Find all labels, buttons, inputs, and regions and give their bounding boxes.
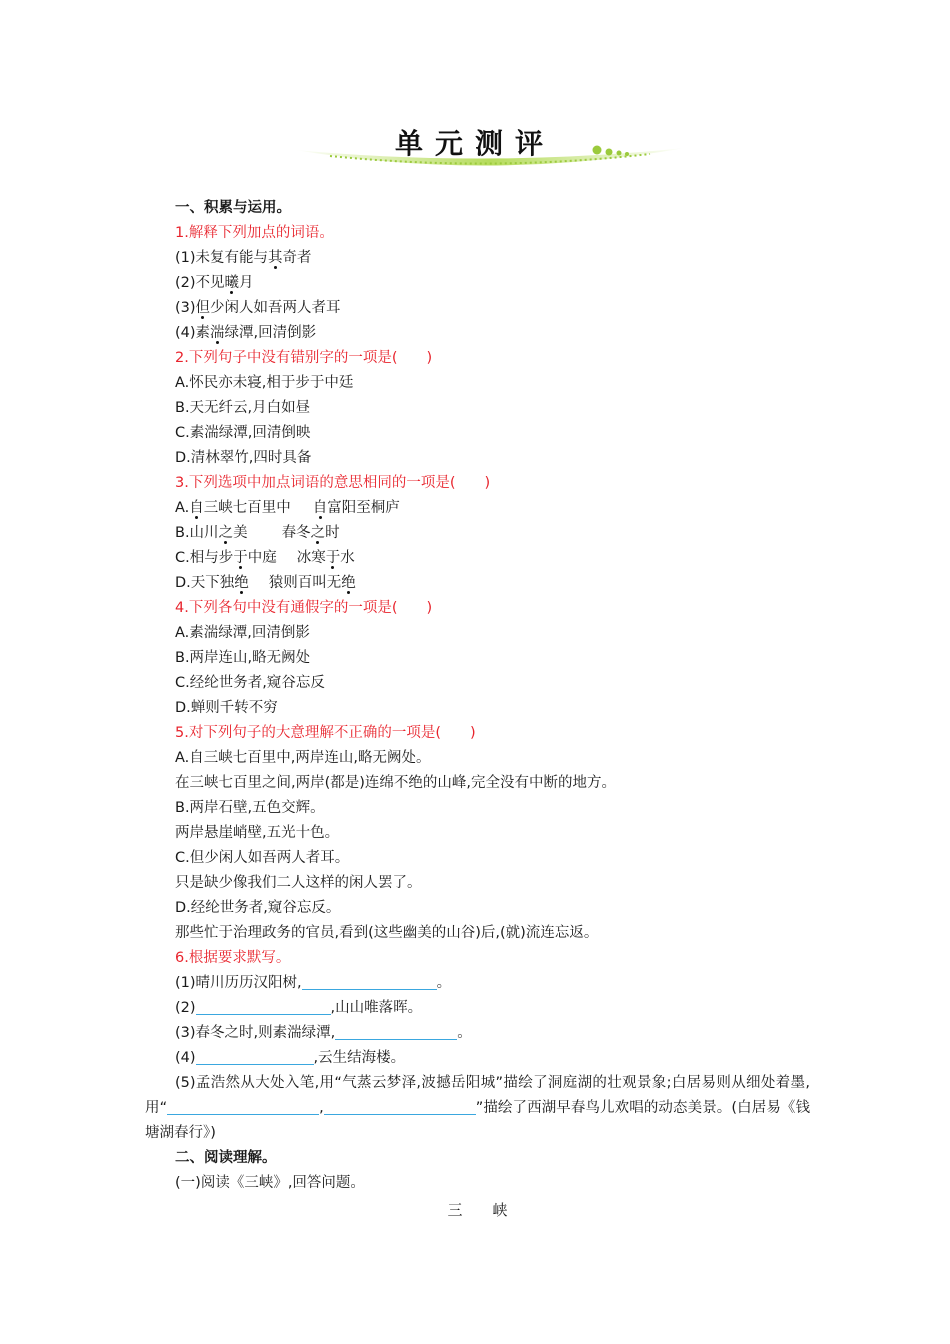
q6-item-5: (5)孟浩然从大处入笔,用“气蒸云梦泽,波撼岳阳城”描绘了洞庭湖的壮观景象;白居易则从细处着墨,用“ , ”描绘了西湖早春鸟儿欢唱的动态美景。(白居易《钱塘湖春行》) xyxy=(145,1075,810,1141)
answer-blank[interactable] xyxy=(196,998,331,1015)
q4-option: D.蝉则千转不穷 xyxy=(175,700,278,716)
section2-heading: 二、阅读理解。 xyxy=(175,1150,277,1166)
q5-line: 两岸悬崖峭壁,五光十色。 xyxy=(175,825,340,841)
q5-line: 在三峡七百里之间,两岸(都是)连绵不绝的山峰,完全没有中断的地方。 xyxy=(175,775,617,791)
q3-option: B.山川之美 春冬之时 xyxy=(175,525,340,541)
q5-line: D.经纶世务者,窥谷忘反。 xyxy=(175,900,341,916)
q5-line: 只是缺少像我们二人这样的闲人罢了。 xyxy=(175,875,422,891)
q3-stem: 3.下列选项中加点词语的意思相同的一项是( ) xyxy=(175,475,491,491)
section1-heading: 一、积累与运用。 xyxy=(175,200,291,216)
q1-item: (1)未复有能与其奇者 xyxy=(175,250,312,266)
q3-option: C.相与步于中庭 冰寒于水 xyxy=(175,550,355,566)
header-banner xyxy=(290,112,690,174)
q5-line: C.但少闲人如吾两人者耳。 xyxy=(175,850,350,866)
q2-option: B.天无纤云,月白如昼 xyxy=(175,400,311,416)
q1-item: (3)但少闲人如吾两人者耳 xyxy=(175,300,341,316)
answer-blank[interactable] xyxy=(302,973,437,990)
section2-subheading: (一)阅读《三峡》,回答问题。 xyxy=(175,1175,365,1191)
q2-option: C.素湍绿潭,回清倒映 xyxy=(175,425,311,441)
q5-line: B.两岸石壁,五色交辉。 xyxy=(175,800,325,816)
answer-blank[interactable] xyxy=(196,1048,314,1065)
q4-stem: 4.下列各句中没有通假字的一项是( ) xyxy=(175,600,433,616)
passage-title: 三 峡 xyxy=(447,1201,508,1219)
q6-item: (2) ,山山唯落晖。 xyxy=(175,1000,423,1016)
q6-stem: 6.根据要求默写。 xyxy=(175,950,291,966)
q5-stem: 5.对下列句子的大意理解不正确的一项是( ) xyxy=(175,725,476,741)
q2-stem: 2.下列句子中没有错别字的一项是( ) xyxy=(175,350,433,366)
q6-item: (4) ,云生结海楼。 xyxy=(175,1050,406,1066)
q1-stem: 1.解释下列加点的词语。 xyxy=(175,225,334,241)
answer-blank[interactable] xyxy=(335,1023,457,1040)
q2-option: D.清林翠竹,四时具备 xyxy=(175,450,312,466)
q3-option: A.自三峡七百里中 自富阳至桐庐 xyxy=(175,500,400,516)
q1-item: (2)不见曦月 xyxy=(175,275,254,291)
page-title: 单元测评 xyxy=(395,127,556,160)
q4-option: B.两岸连山,略无阙处 xyxy=(175,650,311,666)
q6-item: (1)晴川历历汉阳树, 。 xyxy=(175,975,452,991)
q1-item: (4)素湍绿潭,回清倒影 xyxy=(175,325,317,341)
q4-option: A.素湍绿潭,回清倒影 xyxy=(175,625,310,641)
q2-option: A.怀民亦未寝,相于步于中廷 xyxy=(175,375,354,391)
q5-line: 那些忙于治理政务的官员,看到(这些幽美的山谷)后,(就)流连忘返。 xyxy=(175,925,599,941)
q6-item: (3)春冬之时,则素湍绿潭, 。 xyxy=(175,1025,472,1041)
q3-option: D.天下独绝 猿则百叫无绝 xyxy=(175,575,356,591)
answer-blank[interactable] xyxy=(324,1098,476,1115)
document-body xyxy=(145,196,810,1223)
q5-line: A.自三峡七百里中,两岸连山,略无阙处。 xyxy=(175,750,431,766)
answer-blank[interactable] xyxy=(167,1098,319,1115)
q4-option: C.经纶世务者,窥谷忘反 xyxy=(175,675,325,691)
